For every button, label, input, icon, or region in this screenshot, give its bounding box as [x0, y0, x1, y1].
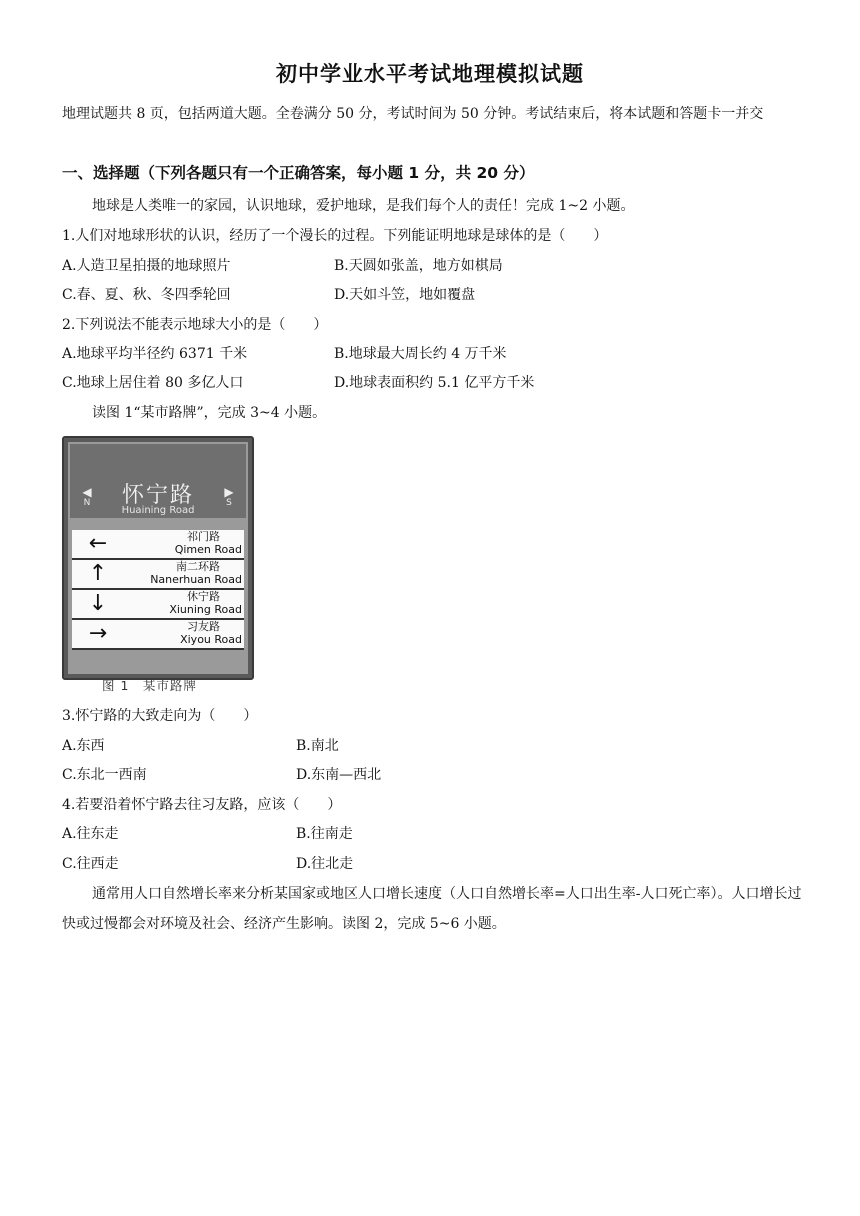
- question-2-stem: 2.下列说法不能表示地球大小的是（ ）: [62, 317, 328, 333]
- page-title: 初中学业水平考试地理模拟试题: [276, 62, 584, 86]
- arrow-left-icon: ←: [88, 531, 108, 556]
- question-4-option-a: A.往东走: [62, 826, 119, 842]
- question-3-option-a: A.东西: [62, 738, 105, 754]
- lead-text-2: 读图 1“某市路牌”，完成 3~4 小题。: [92, 405, 327, 421]
- question-3-option-c: C.东北一西南: [62, 767, 147, 783]
- north-label: N: [83, 498, 91, 508]
- direction-row: [72, 560, 244, 590]
- exam-instructions: 地理试题共 8 页，包括两道大题。全卷满分 50 分，考试时间为 50 分钟。考试结束后，将本试题和答题卡一并交: [62, 106, 764, 122]
- direction-row: [72, 620, 244, 650]
- road-name-en: Huaining Road: [121, 505, 195, 516]
- question-4-option-c: C.往西走: [62, 856, 119, 872]
- direction-rows: [72, 530, 244, 650]
- row-name-cn: 南二环路: [176, 560, 220, 573]
- figure-caption: 图 1 某市路牌: [102, 678, 197, 693]
- section-heading: 一、选择题（下列各题只有一个正确答案，每小题 1 分，共 20 分）: [62, 164, 535, 182]
- row-name-cn: 祁门路: [187, 530, 220, 543]
- arrow-right-icon: →: [88, 621, 108, 646]
- question-1-option-d: D.天如斗笠，地如覆盘: [334, 287, 476, 303]
- road-sign-figure: [62, 436, 258, 698]
- direction-row: [72, 530, 244, 560]
- row-name-cn: 休宁路: [187, 590, 220, 603]
- question-3-stem: 3.怀宁路的大致走向为（ ）: [62, 708, 258, 724]
- question-4-option-d: D.往北走: [296, 856, 354, 872]
- row-name-en: Xiyou Road: [180, 633, 242, 646]
- question-3-option-b: B.南北: [296, 738, 339, 754]
- road-sign: [62, 436, 254, 680]
- row-name-cn: 习友路: [187, 620, 220, 633]
- road-name-cn: 怀宁路: [121, 483, 194, 508]
- row-name-en: Qimen Road: [174, 543, 242, 556]
- question-4-option-b: B.往南走: [296, 826, 353, 842]
- north-marker: [78, 486, 96, 510]
- row-name-en: Xiuning Road: [169, 603, 242, 616]
- question-1-option-b: B.天圆如张盖，地方如棋局: [334, 258, 503, 274]
- south-label: S: [226, 498, 232, 508]
- row-name-en: Nanerhuan Road: [150, 573, 242, 586]
- lead-text-3: 通常用人口自然增长率来分析某国家或地区人口增长速度（人口自然增长率=人口出生率-人口死亡率）。人口增长过快或过慢都会对环境及社会、经济产生影响。读图 2，完成 5~6 小题。: [62, 886, 802, 932]
- question-1-stem: 1.人们对地球形状的认识，经历了一个漫长的过程。下列能证明地球是球体的是（ ）: [62, 228, 608, 244]
- question-4-stem: 4.若要沿着怀宁路去往习友路，应该（ ）: [62, 797, 342, 813]
- arrow-down-icon: ↓: [88, 591, 108, 616]
- arrow-up-icon: ↑: [88, 561, 108, 586]
- question-2-option-d: D.地球表面积约 5.1 亿平方千米: [334, 375, 535, 391]
- question-3-option-d: D.东南—西北: [296, 767, 382, 783]
- lead-text-1: 地球是人类唯一的家园，认识地球，爱护地球，是我们每个人的责任！完成 1~2 小题。: [92, 198, 635, 214]
- compass-right-icon: ▶: [224, 485, 234, 499]
- direction-row: [72, 590, 244, 620]
- question-1-option-a: A.人造卫星拍摄的地球照片: [62, 258, 231, 274]
- question-1-option-c: C.春、夏、秋、冬四季轮回: [62, 287, 231, 303]
- question-2-option-a: A.地球平均半径约 6371 千米: [62, 346, 248, 362]
- compass-left-icon: ◀: [82, 485, 92, 499]
- question-2-option-c: C.地球上居住着 80 多亿人口: [62, 375, 244, 391]
- south-marker: [220, 486, 238, 510]
- question-2-option-b: B.地球最大周长约 4 万千米: [334, 346, 507, 362]
